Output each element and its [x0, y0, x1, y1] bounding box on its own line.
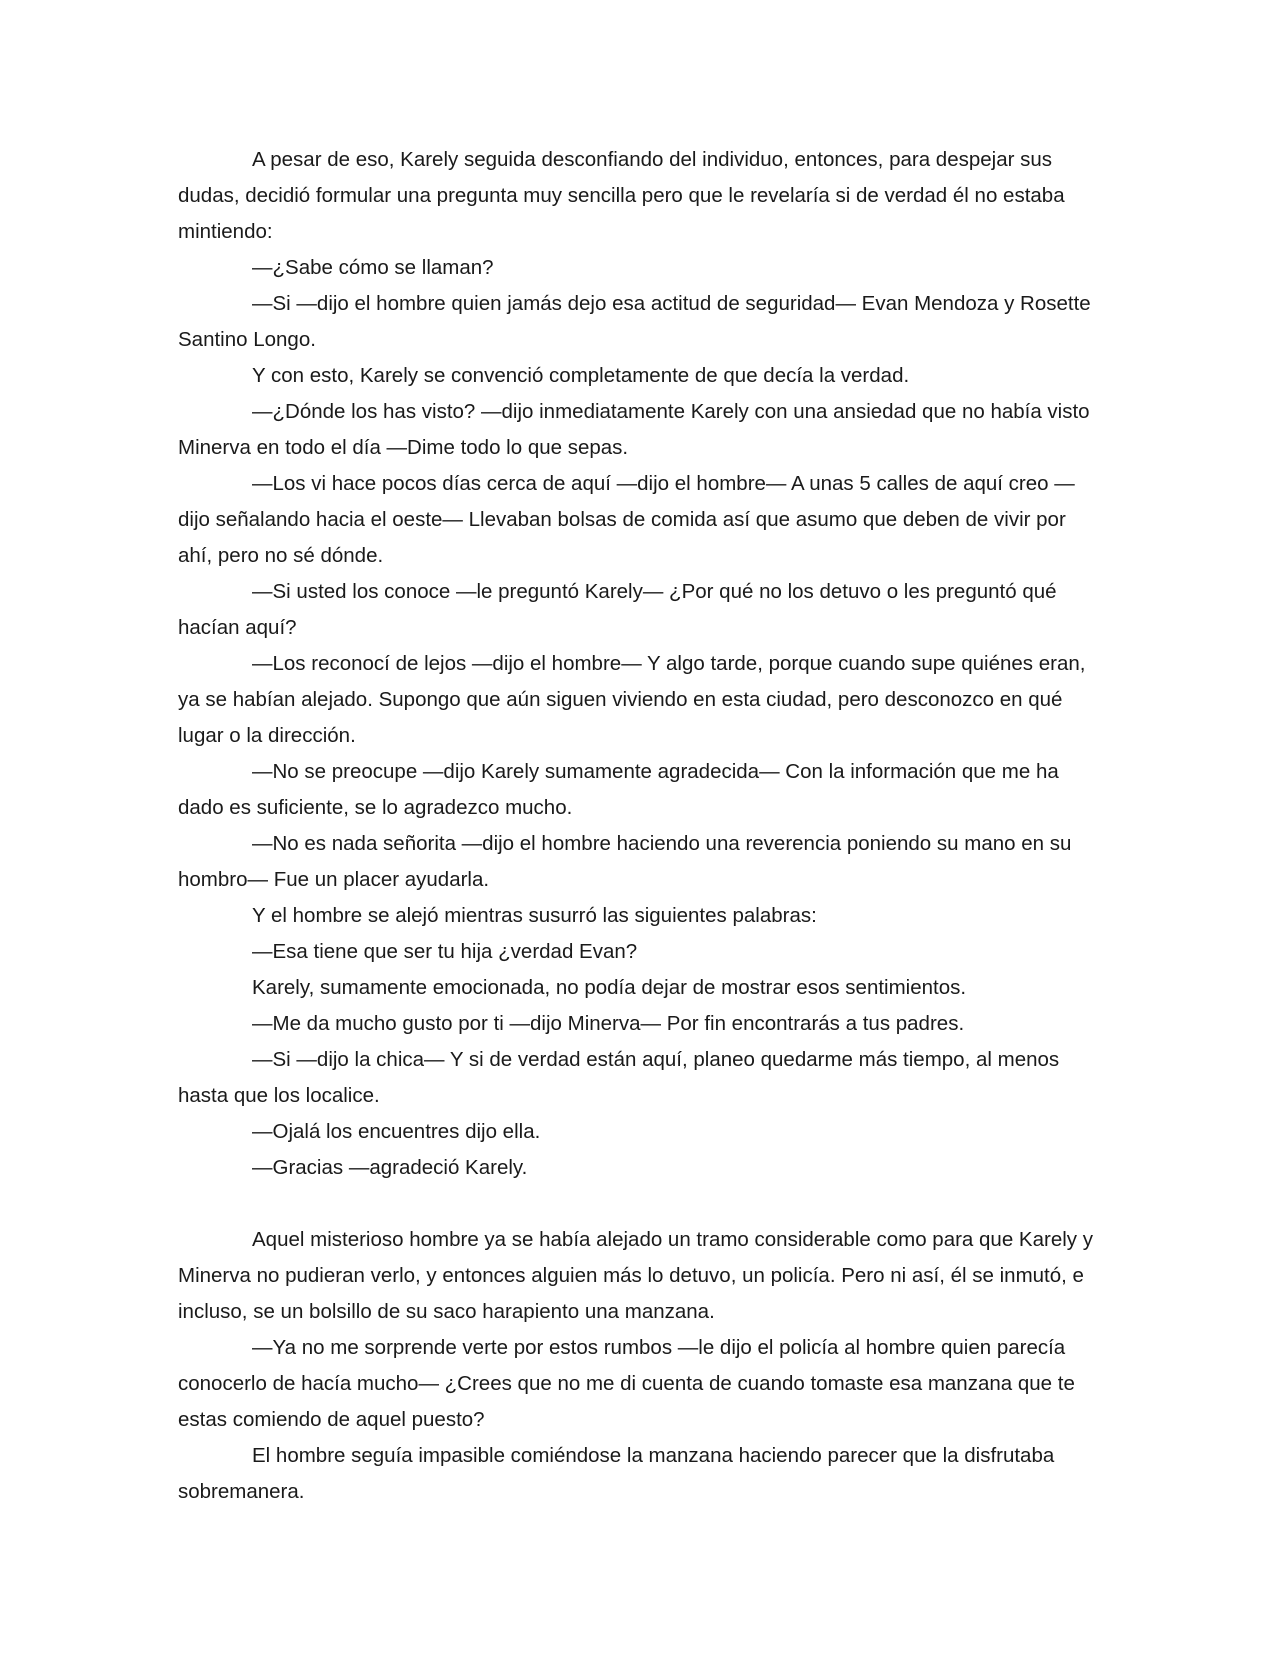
paragraph: —Gracias —agradeció Karely. — [252, 1156, 528, 1179]
paragraph: A pesar de eso, Karely seguida desconfiando del individuo, entonces, para despejar sus dudas, decidió formular una pregunta muy sencilla pero que le revelaría si de verdad él no estaba mintiendo: — [178, 148, 1065, 243]
paragraph: Karely, sumamente emocionada, no podía dejar de mostrar esos sentimientos. — [252, 976, 967, 999]
paragraph: Y con esto, Karely se convenció completamente de que decía la verdad. — [252, 364, 910, 387]
paragraph: —Esa tiene que ser tu hija ¿verdad Evan? — [252, 940, 638, 963]
paragraph: El hombre seguía impasible comiéndose la manzana haciendo parecer que la disfrutaba sobremanera. — [178, 1444, 1055, 1503]
paragraph: —Si —dijo la chica— Y si de verdad están aquí, planeo quedarme más tiempo, al menos hasta que los localice. — [178, 1048, 1060, 1107]
paragraph: —¿Sabe cómo se llaman? — [252, 256, 494, 279]
paragraph: —Ojalá los encuentres dijo ella. — [252, 1120, 541, 1143]
paragraph: —Me da mucho gusto por ti —dijo Minerva— Por fin encontrarás a tus padres. — [252, 1012, 965, 1035]
paragraph: —¿Dónde los has visto? —dijo inmediatamente Karely con una ansiedad que no había visto Minerva en todo el día —Dime todo lo que sepas. — [178, 400, 1090, 459]
paragraph: —Si usted los conoce —le preguntó Karely— ¿Por qué no los detuvo o les preguntó qué hacían aquí? — [178, 580, 1057, 639]
document-body — [178, 142, 1102, 1510]
section-break — [178, 1186, 1102, 1222]
paragraph: —Los reconocí de lejos —dijo el hombre— Y algo tarde, porque cuando supe quiénes eran, ya se habían alejado. Supongo que aún siguen viviendo en esta ciudad, pero desconozco en qué lugar o la dirección. — [178, 652, 1086, 747]
paragraph: —Los vi hace pocos días cerca de aquí —dijo el hombre— A unas 5 calles de aquí creo —dijo señalando hacia el oeste— Llevaban bolsas de comida así que asumo que deben de vivir por ahí, pero no sé dónde. — [178, 472, 1075, 567]
paragraph: —No se preocupe —dijo Karely sumamente agradecida— Con la información que me ha dado es suficiente, se lo agradezco mucho. — [178, 760, 1059, 819]
paragraph: Aquel misterioso hombre ya se había alejado un tramo considerable como para que Karely y Minerva no pudieran verlo, y entonces alguien más lo detuvo, un policía. Pero ni así, él se inmutó, e incluso, se un bolsillo de su saco harapiento una manzana. — [178, 1228, 1093, 1323]
paragraph: —Ya no me sorprende verte por estos rumbos —le dijo el policía al hombre quien parecía conocerlo de hacía mucho— ¿Crees que no me di cuenta de cuando tomaste esa manzana que te estas comiendo de aquel puesto? — [178, 1336, 1075, 1431]
paragraph: Y el hombre se alejó mientras susurró las siguientes palabras: — [252, 904, 817, 927]
paragraph: —No es nada señorita —dijo el hombre haciendo una reverencia poniendo su mano en su hombro— Fue un placer ayudarla. — [178, 832, 1072, 891]
paragraph: —Si —dijo el hombre quien jamás dejo esa actitud de seguridad— Evan Mendoza y Rosette Santino Longo. — [178, 292, 1091, 351]
